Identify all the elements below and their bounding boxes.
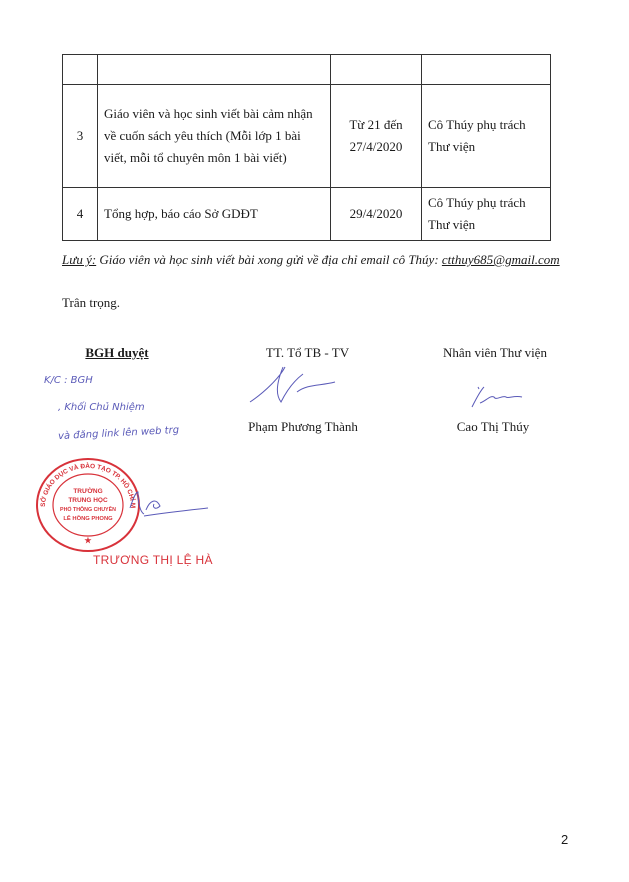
table-row xyxy=(63,85,551,188)
table-row xyxy=(63,188,551,241)
stamp-center-text: LÊ HỒNG PHONG xyxy=(63,516,113,522)
handwritten-line: , Khối Chủ Nhiệm xyxy=(58,402,145,413)
cell-time: Từ 21 đến 27/4/2020 xyxy=(331,85,422,188)
handwritten-line: và đăng link lên web trg xyxy=(57,424,180,443)
table-row xyxy=(63,55,551,85)
stamp-signer-name: TRƯƠNG THỊ LỆ HÀ xyxy=(93,553,213,567)
note-text: Giáo viên và học sinh viết bài xong gửi về địa chỉ email cô Thúy: xyxy=(96,252,442,267)
cell-no: 3 xyxy=(63,85,98,188)
cell-task xyxy=(98,55,331,85)
cell-person: Cô Thúy phụ trách Thư viện xyxy=(422,85,551,188)
tt-name: Phạm Phương Thành xyxy=(248,419,358,434)
cell-no: 4 xyxy=(63,188,98,241)
page-number: 2 xyxy=(561,832,569,847)
bgh-signature-icon xyxy=(120,488,210,524)
closing-text: Trân trọng. xyxy=(62,295,121,310)
tt-title: TT. Tổ TB - TV xyxy=(265,345,350,360)
cell-task: Giáo viên và học sinh viết bài cảm nhận về cuốn sách yêu thích (Mỗi lớp 1 bài viết, mỗi tổ chuyên môn 1 bài viết) xyxy=(98,85,331,188)
email-link[interactable]: ctthuy685@gmail.com xyxy=(441,252,560,267)
note-paragraph xyxy=(62,248,568,272)
cell-time xyxy=(331,55,422,85)
note-label: Lưu ý: xyxy=(62,252,97,267)
stamp-ring-text: SỞ GIÁO DỤC VÀ ĐÀO TẠO TP. HỒ CHÍ MINH xyxy=(30,450,137,509)
nv-signature-icon xyxy=(468,385,528,415)
plan-table xyxy=(62,54,551,241)
svg-text:★: ★ xyxy=(84,536,92,545)
stamp-center-text: PHỔ THÔNG CHUYÊN xyxy=(60,507,116,513)
cell-person: Cô Thúy phụ trách Thư viện xyxy=(422,188,551,241)
cell-time: 29/4/2020 xyxy=(331,188,422,241)
stamp-center-text: TRƯỜNG xyxy=(73,488,103,495)
cell-person xyxy=(422,55,551,85)
cell-task: Tổng hợp, báo cáo Sở GDĐT xyxy=(98,188,331,241)
nv-title: Nhân viên Thư viện xyxy=(443,345,547,360)
tt-signature-icon xyxy=(245,362,340,410)
stamp-center-text: TRUNG HỌC xyxy=(68,497,108,504)
nv-name: Cao Thị Thúy xyxy=(456,419,530,434)
cell-no xyxy=(63,55,98,85)
bgh-title: BGH duyệt xyxy=(85,345,149,360)
handwritten-line: K/C : BGH xyxy=(44,375,93,386)
